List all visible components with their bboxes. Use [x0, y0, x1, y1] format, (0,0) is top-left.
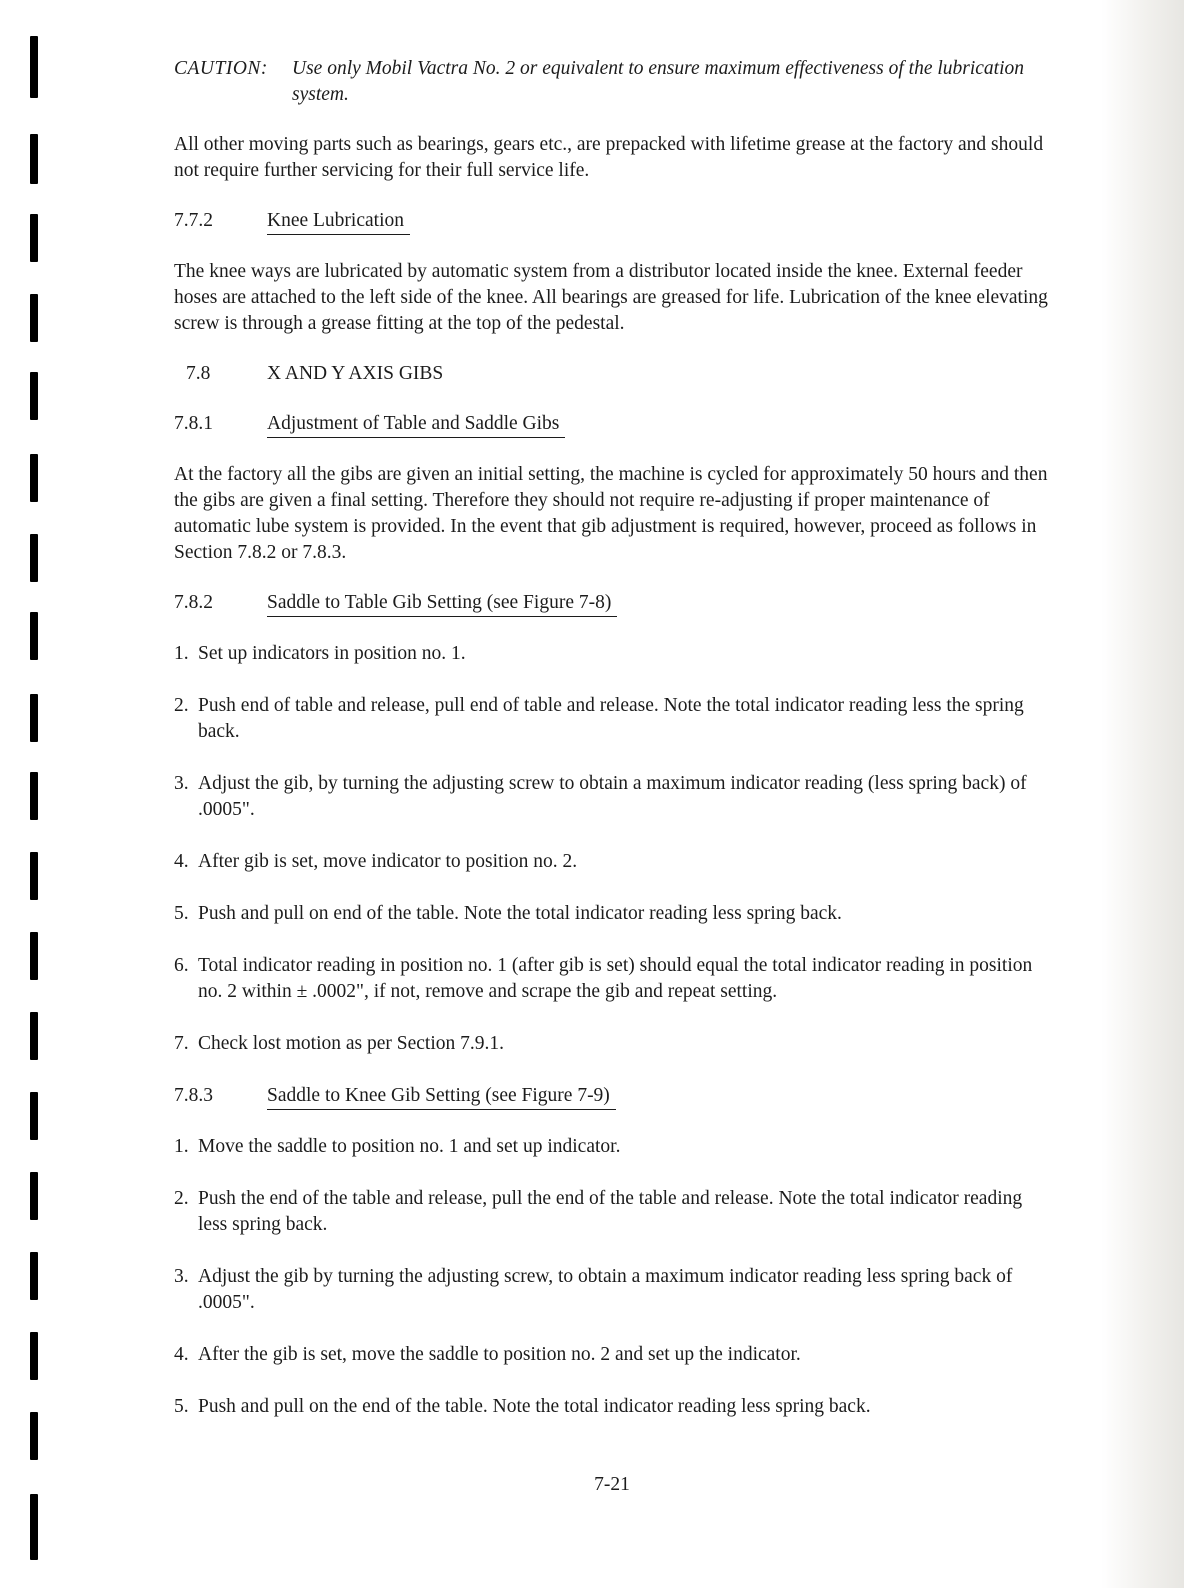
- step-text: Adjust the gib, by turning the adjusting screw to obtain a maximum indicator reading (less spring back) of .0005".: [198, 773, 1027, 820]
- section-number: 7.8.3: [174, 1085, 213, 1106]
- section-number: 7.7.2: [174, 210, 213, 231]
- list-item: [174, 693, 1054, 745]
- list-item: [174, 771, 1054, 823]
- binding-hole-mark: [30, 1412, 38, 1460]
- step-number: 6.: [174, 955, 189, 976]
- section-title: Saddle to Knee Gib Setting (see Figure 7-9): [267, 1083, 616, 1110]
- binding-hole-mark: [30, 772, 38, 820]
- caution-label: CAUTION:: [174, 58, 268, 79]
- section-title: Saddle to Table Gib Setting (see Figure 7-8): [267, 590, 617, 617]
- section-7-8-2-steps: [174, 641, 1054, 1057]
- step-text: Set up indicators in position no. 1.: [198, 643, 466, 664]
- step-number: 2.: [174, 1188, 189, 1209]
- step-number: 5.: [174, 903, 189, 924]
- binding-hole-mark: [30, 612, 38, 660]
- section-number: 7.8.1: [174, 413, 213, 434]
- step-number: 1.: [174, 643, 189, 664]
- section-7-8-2-heading: [174, 590, 1054, 617]
- list-item: [174, 1264, 1054, 1316]
- step-text: After the gib is set, move the saddle to position no. 2 and set up the indicator.: [198, 1344, 801, 1365]
- binding-hole-mark: [30, 932, 38, 980]
- step-text: Total indicator reading in position no. 1 (after gib is set) should equal the total indicator reading in position no. 2 within ± .0002", if not, remove and scrape the gib and repeat setting.: [198, 955, 1033, 1002]
- binding-hole-mark: [30, 1494, 38, 1560]
- step-number: 4.: [174, 851, 189, 872]
- step-number: 5.: [174, 1396, 189, 1417]
- caution-note: [174, 56, 1054, 108]
- page-content: [174, 56, 1054, 1446]
- binding-hole-mark: [30, 214, 38, 262]
- list-item: [174, 901, 1054, 927]
- binding-hole-mark: [30, 372, 38, 420]
- page-number: 7-21: [594, 1474, 630, 1495]
- section-7-8-1-heading: [174, 411, 1054, 438]
- list-item: [174, 1342, 1054, 1368]
- caution-text: Use only Mobil Vactra No. 2 or equivalent to ensure maximum effectiveness of the lubrication system.: [292, 58, 1025, 105]
- section-number: 7.8: [186, 363, 211, 384]
- step-number: 2.: [174, 695, 189, 716]
- step-text: Push the end of the table and release, pull the end of the table and release. Note the total indicator reading less spring back.: [198, 1188, 1023, 1235]
- step-text: Move the saddle to position no. 1 and set up indicator.: [198, 1136, 621, 1157]
- binding-hole-mark: [30, 134, 38, 184]
- section-title: Adjustment of Table and Saddle Gibs: [267, 411, 565, 438]
- list-item: [174, 849, 1054, 875]
- binding-hole-mark: [30, 1012, 38, 1060]
- binding-hole-mark: [30, 1172, 38, 1220]
- intro-paragraph: All other moving parts such as bearings, gears etc., are prepacked with lifetime grease at the factory and should not require further servicing for their full service life.: [174, 134, 1044, 181]
- list-item: [174, 1031, 1054, 1057]
- binding-hole-mark: [30, 36, 38, 98]
- section-7-8-1-paragraph: At the factory all the gibs are given an initial setting, the machine is cycled for approximately 50 hours and then the gibs are given a final setting. Therefore they should not require re-adjusting if proper maintenance of automatic lube system is provided. In the event that gib adjustment is required, however, proceed as follows in Section 7.8.2 or 7.8.3.: [174, 464, 1048, 563]
- binding-hole-mark: [30, 694, 38, 742]
- binding-hole-mark: [30, 852, 38, 900]
- binding-hole-mark: [30, 294, 38, 342]
- step-text: Adjust the gib by turning the adjusting screw, to obtain a maximum indicator reading less spring back of .0005".: [198, 1266, 1013, 1313]
- section-7-8-3-steps: [174, 1134, 1054, 1420]
- binding-hole-mark: [30, 1332, 38, 1380]
- section-7-7-2-heading: [174, 208, 1054, 235]
- list-item: [174, 1394, 1054, 1420]
- step-number: 4.: [174, 1344, 189, 1365]
- binding-hole-mark: [30, 534, 38, 582]
- list-item: [174, 641, 1054, 667]
- section-7-8-heading: [186, 361, 1054, 387]
- step-number: 7.: [174, 1033, 189, 1054]
- list-item: [174, 1186, 1054, 1238]
- section-7-7-2-paragraph: The knee ways are lubricated by automatic system from a distributor located inside the knee. External feeder hoses are attached to the left side of the knee. All bearings are greased for life. Lubrication of the knee elevating screw is through a grease fitting at the top of the pedestal.: [174, 261, 1048, 334]
- section-title: X AND Y AXIS GIBS: [267, 363, 444, 384]
- list-item: [174, 1134, 1054, 1160]
- step-text: Push and pull on end of the table. Note the total indicator reading less spring back.: [198, 903, 842, 924]
- step-text: Check lost motion as per Section 7.9.1.: [198, 1033, 505, 1054]
- section-title: Knee Lubrication: [267, 208, 410, 235]
- binding-hole-mark: [30, 454, 38, 502]
- step-number: 3.: [174, 773, 189, 794]
- step-text: Push end of table and release, pull end of table and release. Note the total indicator reading less the spring back.: [198, 695, 1024, 742]
- step-text: After gib is set, move indicator to position no. 2.: [198, 851, 578, 872]
- section-number: 7.8.2: [174, 592, 213, 613]
- step-number: 1.: [174, 1136, 189, 1157]
- section-7-8-3-heading: [174, 1083, 1054, 1110]
- step-text: Push and pull on the end of the table. Note the total indicator reading less spring back.: [198, 1396, 871, 1417]
- binding-hole-mark: [30, 1252, 38, 1300]
- step-number: 3.: [174, 1266, 189, 1287]
- binding-hole-mark: [30, 1092, 38, 1140]
- list-item: [174, 953, 1054, 1005]
